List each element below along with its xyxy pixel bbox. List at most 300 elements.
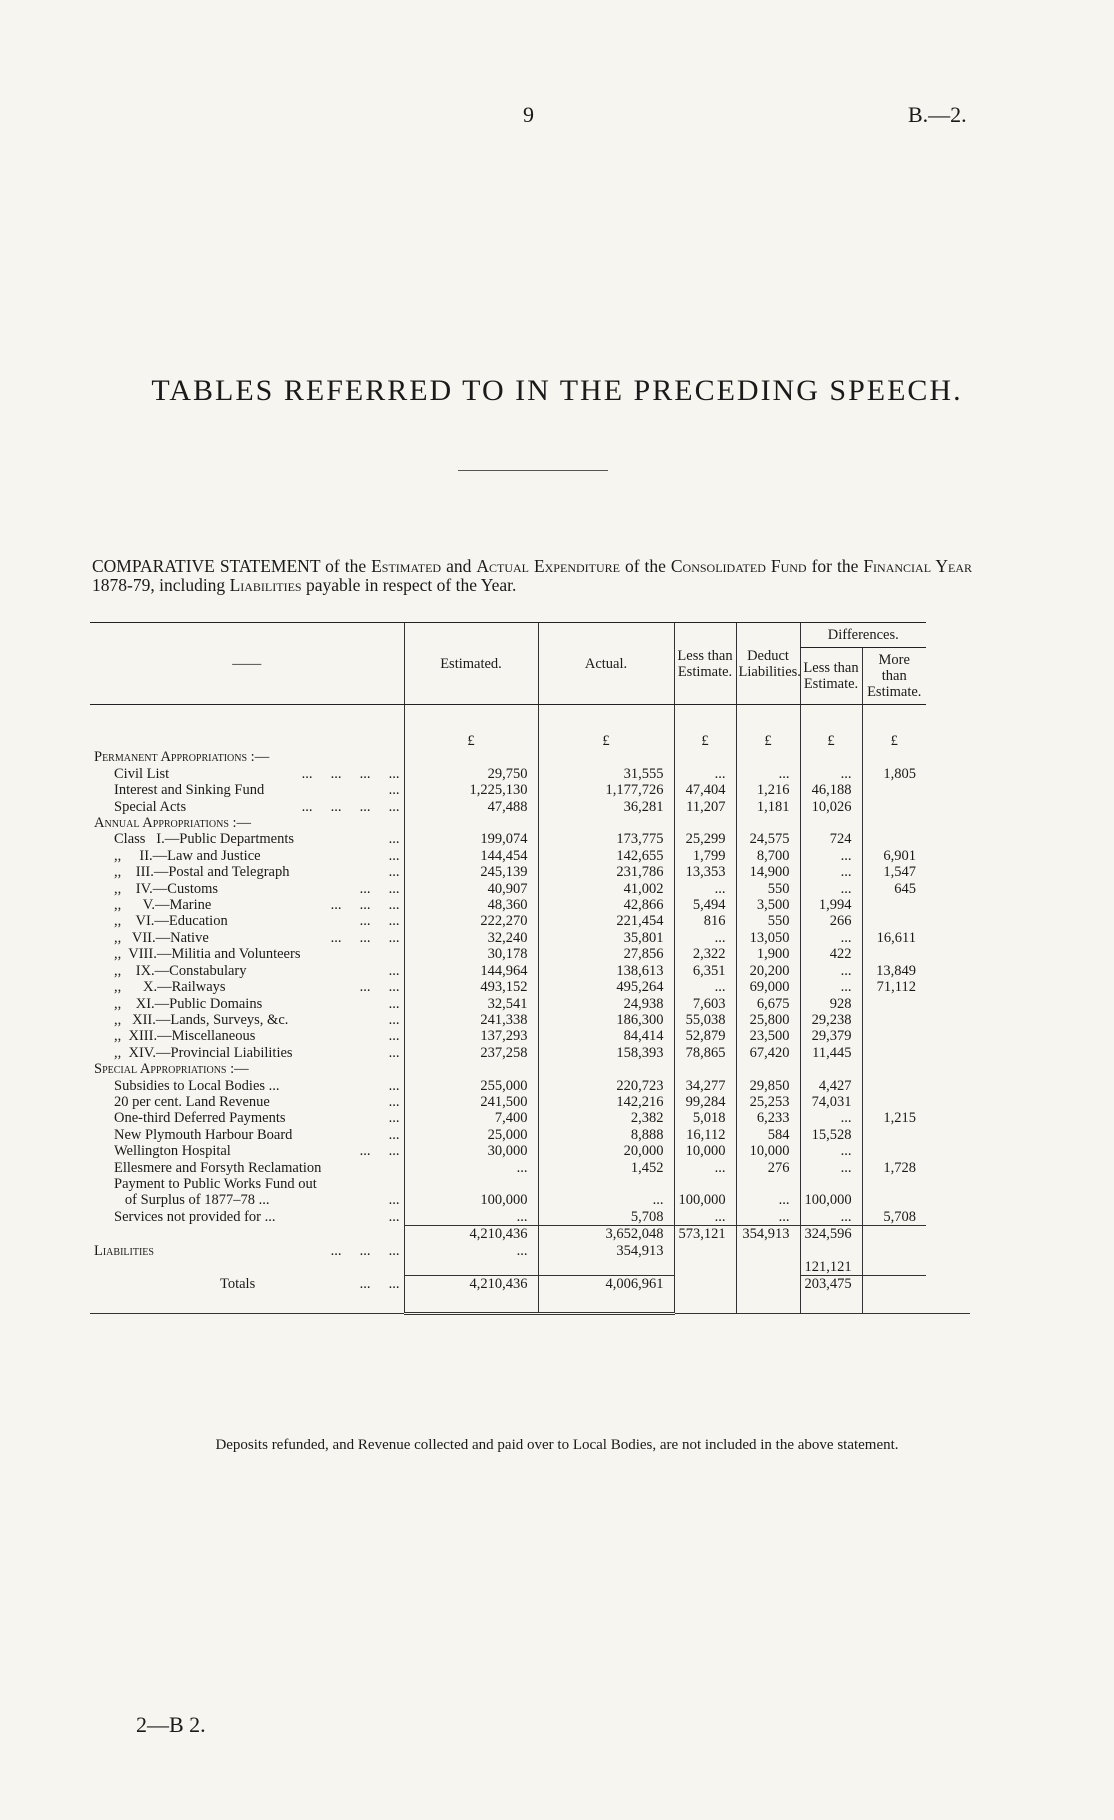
deduct-liabilities-value: 23,500 — [736, 1028, 800, 1044]
actual-value: 1,452 — [538, 1160, 674, 1176]
table-row — [90, 1094, 970, 1110]
row-label — [90, 1160, 404, 1176]
estimated-value: 137,293 — [404, 1028, 538, 1044]
row-label — [90, 1012, 404, 1028]
row-label-text: ,, V.—Marine — [114, 897, 212, 914]
row-label-text: New Plymouth Harbour Board — [114, 1126, 293, 1143]
deduct-liabilities-value: 13,050 — [736, 930, 800, 946]
row-label-text: ,, XII.—Lands, Surveys, &c. — [114, 1011, 289, 1028]
actual-value: 220,723 — [538, 1078, 674, 1094]
subtotal-deduct: 354,913 — [736, 1226, 800, 1243]
row-label — [90, 1176, 404, 1192]
actual-value: 24,938 — [538, 996, 674, 1012]
estimated-value: 245,139 — [404, 864, 538, 880]
deduct-liabilities-value: 584 — [736, 1127, 800, 1143]
row-label-text: of Surplus of 1877–78 ... — [114, 1192, 270, 1209]
diff-less-value: 928 — [800, 996, 862, 1012]
less-than-estimate-value — [674, 1176, 736, 1192]
totals-diff-less: 203,475 — [800, 1276, 862, 1293]
actual-value: 142,216 — [538, 1094, 674, 1110]
diff-less-value: 100,000 — [800, 1192, 862, 1208]
less-than-estimate-value: 1,799 — [674, 848, 736, 864]
header-spacer — [926, 623, 970, 705]
less-than-estimate-value: ... — [674, 1209, 736, 1226]
leader-dots: ... ... ... — [330, 929, 400, 946]
row-label — [90, 979, 404, 995]
header-less-than-estimate: Less than Estimate. — [674, 623, 736, 705]
leader-dots: ... — [388, 1044, 400, 1061]
diff-less-value: 29,238 — [800, 1012, 862, 1028]
diff-less-value: ... — [800, 963, 862, 979]
diff-more-value — [862, 799, 926, 815]
diff-more-value — [862, 946, 926, 962]
diff-more-value: 6,901 — [862, 848, 926, 864]
actual-value: ... — [538, 1192, 674, 1208]
deduct-liabilities-value: 1,216 — [736, 782, 800, 798]
actual-value: 36,281 — [538, 799, 674, 815]
row-label-text: ,, XI.—Public Domains — [114, 995, 263, 1012]
row-label-text: Interest and Sinking Fund — [114, 782, 265, 799]
liabilities-estimated: ... — [404, 1243, 538, 1276]
table-bottom-rule — [90, 1314, 970, 1320]
deduct-liabilities-value: ... — [736, 1209, 800, 1226]
estimated-value: 1,225,130 — [404, 782, 538, 798]
actual-value: 138,613 — [538, 963, 674, 979]
estimated-value: ... — [404, 1160, 538, 1176]
diff-more-value — [862, 1192, 926, 1208]
row-label — [90, 1143, 404, 1159]
header-estimated: Estimated. — [404, 623, 538, 705]
deduct-liabilities-value: 29,850 — [736, 1078, 800, 1094]
estimated-value: 199,074 — [404, 831, 538, 847]
less-than-estimate-value: 10,000 — [674, 1143, 736, 1159]
deduct-liabilities-value: 25,253 — [736, 1094, 800, 1110]
deduct-liabilities-value: 550 — [736, 913, 800, 929]
estimated-value: 25,000 — [404, 1127, 538, 1143]
estimated-value: 144,964 — [404, 963, 538, 979]
row-label-text: Ellesmere and Forsyth Reclamation — [114, 1159, 322, 1176]
row-label-text: ,, X.—Railways — [114, 979, 226, 996]
leader-dots: ... ... ... — [330, 1242, 400, 1259]
closing-rule-row — [90, 1292, 970, 1314]
subtotal-diff-less: 324,596 — [800, 1226, 862, 1243]
table-row — [90, 881, 970, 897]
liabilities-actual: 354,913 — [538, 1243, 674, 1276]
less-than-estimate-value: 47,404 — [674, 782, 736, 798]
table-row — [90, 930, 970, 946]
estimated-value: 40,907 — [404, 881, 538, 897]
leader-dots: ... ... — [359, 880, 400, 897]
row-label — [90, 1110, 404, 1126]
leader-dots: ... ... ... ... — [301, 765, 400, 782]
table-row — [90, 996, 970, 1012]
liabilities-diff-less: 121,121 — [800, 1243, 862, 1276]
deduct-liabilities-value — [736, 1176, 800, 1192]
row-label-text: Liabilities — [94, 1242, 154, 1259]
less-than-estimate-value: 11,207 — [674, 799, 736, 815]
table-header — [90, 623, 970, 705]
leader-dots: ... ... — [359, 913, 400, 930]
table-row — [90, 1045, 970, 1061]
diff-less-value: 11,445 — [800, 1045, 862, 1061]
less-than-estimate-value: ... — [674, 766, 736, 782]
leader-dots: ... — [388, 1028, 400, 1045]
diff-more-value: 5,708 — [862, 1209, 926, 1226]
diff-less-value: ... — [800, 930, 862, 946]
estimated-value: 48,360 — [404, 897, 538, 913]
estimated-value: 32,240 — [404, 930, 538, 946]
row-label — [90, 1127, 404, 1143]
diff-more-value: 1,728 — [862, 1160, 926, 1176]
actual-value: 5,708 — [538, 1209, 674, 1226]
diff-more-value — [862, 1127, 926, 1143]
currency-symbol: £ — [862, 733, 926, 749]
diff-more-value: 13,849 — [862, 963, 926, 979]
actual-value: 84,414 — [538, 1028, 674, 1044]
currency-symbol: £ — [404, 733, 538, 749]
table-row — [90, 782, 970, 798]
row-label — [90, 897, 404, 913]
row-label-text: Totals — [220, 1275, 256, 1292]
section-heading-row — [90, 749, 970, 765]
row-label-text: Class I.—Public Departments — [114, 831, 295, 848]
estimated-value: 222,270 — [404, 913, 538, 929]
leader-dots: ... — [388, 1011, 400, 1028]
leader-dots: ... — [388, 1208, 400, 1225]
table-row — [90, 1078, 970, 1094]
footnote: Deposits refunded, and Revenue collected and paid over to Local Bodies, are not included in the above statement. — [215, 1437, 899, 1453]
divider-rule — [458, 470, 608, 471]
diff-more-value — [862, 1176, 926, 1192]
actual-value: 42,866 — [538, 897, 674, 913]
diff-less-value: 1,994 — [800, 897, 862, 913]
actual-value: 8,888 — [538, 1127, 674, 1143]
row-label — [90, 864, 404, 880]
leader-dots: ... — [388, 1126, 400, 1143]
less-than-estimate-value: 34,277 — [674, 1078, 736, 1094]
actual-value: 20,000 — [538, 1143, 674, 1159]
table-row — [90, 848, 970, 864]
leader-dots: ... — [388, 995, 400, 1012]
diff-less-value: ... — [800, 1143, 862, 1159]
less-than-estimate-value: 78,865 — [674, 1045, 736, 1061]
diff-more-value — [862, 831, 926, 847]
actual-value: 31,555 — [538, 766, 674, 782]
deduct-liabilities-value: 25,800 — [736, 1012, 800, 1028]
less-than-estimate-value: 100,000 — [674, 1192, 736, 1208]
less-than-estimate-value: 5,018 — [674, 1110, 736, 1126]
header-deduct-liabilities: Deduct Liabilities. — [736, 623, 800, 705]
less-than-estimate-value: 16,112 — [674, 1127, 736, 1143]
table-row — [90, 913, 970, 929]
diff-more-value: 1,547 — [862, 864, 926, 880]
actual-value: 158,393 — [538, 1045, 674, 1061]
table-row — [90, 766, 970, 782]
deduct-liabilities-value: 6,233 — [736, 1110, 800, 1126]
deduct-liabilities-value: 550 — [736, 881, 800, 897]
diff-less-value: ... — [800, 979, 862, 995]
row-label — [90, 1045, 404, 1061]
table-row — [90, 864, 970, 880]
less-than-estimate-value: 7,603 — [674, 996, 736, 1012]
row-label-text: ,, VIII.—Militia and Volunteers — [114, 946, 301, 963]
signature-mark: 2—B 2. — [136, 1712, 206, 1737]
section-heading-row — [90, 1061, 970, 1077]
liabilities-row — [90, 1243, 970, 1276]
row-label — [90, 930, 404, 946]
diff-more-value — [862, 1094, 926, 1110]
row-label-text: ,, VI.—Education — [114, 913, 228, 930]
row-label — [90, 913, 404, 929]
header-actual: Actual. — [538, 623, 674, 705]
diff-more-value — [862, 1143, 926, 1159]
estimated-value: 493,152 — [404, 979, 538, 995]
row-label — [90, 1078, 404, 1094]
table-row — [90, 1160, 970, 1176]
subtotal-estimated: 4,210,436 — [404, 1226, 538, 1243]
diff-more-value — [862, 897, 926, 913]
diff-more-value: 71,112 — [862, 979, 926, 995]
estimated-value — [404, 1176, 538, 1192]
leader-dots: ... ... ... — [330, 897, 400, 914]
leader-dots: ... ... — [359, 1143, 400, 1160]
diff-less-value: ... — [800, 1209, 862, 1226]
estimated-value: 241,338 — [404, 1012, 538, 1028]
deduct-liabilities-value: ... — [736, 766, 800, 782]
row-label-text: Subsidies to Local Bodies ... — [114, 1077, 280, 1094]
deduct-liabilities-value: 10,000 — [736, 1143, 800, 1159]
header-diff-less: Less than Estimate. — [800, 648, 862, 705]
row-label-text: ,, VII.—Native — [114, 929, 209, 946]
leader-dots: ... — [388, 1110, 400, 1127]
row-label-text: ,, XIII.—Miscellaneous — [114, 1028, 256, 1045]
expenditure-table — [90, 622, 970, 1319]
deduct-liabilities-value: 69,000 — [736, 979, 800, 995]
estimated-value: 7,400 — [404, 1110, 538, 1126]
diff-less-value: 266 — [800, 913, 862, 929]
currency-symbol: £ — [736, 733, 800, 749]
table-caption: COMPARATIVE STATEMENT of the Estimated and Actual Expenditure of the Consolidated Fund for the Financial Year 1878-79, including Liabilities payable in respect of the Year. — [92, 556, 973, 595]
table-row — [90, 1127, 970, 1143]
row-label — [90, 996, 404, 1012]
row-label — [90, 881, 404, 897]
section-heading: Annual Appropriations :— — [94, 815, 252, 832]
deduct-liabilities-value: 24,575 — [736, 831, 800, 847]
table-row — [90, 1110, 970, 1126]
estimated-value: 144,454 — [404, 848, 538, 864]
diff-less-value: 724 — [800, 831, 862, 847]
page-title: TABLES REFERRED TO IN THE PRECEDING SPEECH. — [151, 374, 963, 407]
totals-row — [90, 1276, 970, 1293]
leader-dots: ... ... — [359, 1275, 400, 1292]
table-row — [90, 1143, 970, 1159]
diff-less-value: ... — [800, 766, 862, 782]
row-label-text: Payment to Public Works Fund out — [114, 1175, 317, 1192]
actual-value: 27,856 — [538, 946, 674, 962]
deduct-liabilities-value: 3,500 — [736, 897, 800, 913]
leader-dots: ... — [388, 864, 400, 881]
diff-less-value: 46,188 — [800, 782, 862, 798]
estimated-value: 241,500 — [404, 1094, 538, 1110]
row-label-text: ,, IX.—Constabulary — [114, 962, 247, 979]
deduct-liabilities-value: 1,900 — [736, 946, 800, 962]
row-label — [90, 766, 404, 782]
deduct-liabilities-value: 1,181 — [736, 799, 800, 815]
row-label — [90, 799, 404, 815]
estimated-value: 255,000 — [404, 1078, 538, 1094]
row-label — [90, 1028, 404, 1044]
header-blank: —— — [90, 623, 404, 705]
diff-less-value: ... — [800, 864, 862, 880]
expenditure-table-wrapper — [90, 622, 970, 1319]
diff-more-value — [862, 1078, 926, 1094]
deduct-liabilities-value: 67,420 — [736, 1045, 800, 1061]
section-heading-row — [90, 815, 970, 831]
estimated-value: 30,178 — [404, 946, 538, 962]
diff-more-value — [862, 996, 926, 1012]
table-row — [90, 1209, 970, 1226]
deduct-liabilities-value: ... — [736, 1192, 800, 1208]
actual-value: 2,382 — [538, 1110, 674, 1126]
diff-less-value: ... — [800, 881, 862, 897]
row-label-text: Special Acts — [114, 798, 187, 815]
currency-symbol: £ — [538, 733, 674, 749]
section-heading: Special Appropriations :— — [94, 1061, 249, 1078]
diff-more-value: 16,611 — [862, 930, 926, 946]
estimated-value: 237,258 — [404, 1045, 538, 1061]
row-label-text: ,, II.—Law and Justice — [114, 847, 261, 864]
table-row — [90, 1012, 970, 1028]
subtotal-actual: 3,652,048 — [538, 1226, 674, 1243]
currency-row — [90, 733, 970, 749]
less-than-estimate-value: ... — [674, 1160, 736, 1176]
document-reference: B.—2. — [908, 102, 967, 127]
less-than-estimate-value: 13,353 — [674, 864, 736, 880]
diff-more-value: 645 — [862, 881, 926, 897]
diff-less-value — [800, 1176, 862, 1192]
row-label-text: Services not provided for ... — [114, 1208, 276, 1225]
deduct-liabilities-value: 6,675 — [736, 996, 800, 1012]
diff-less-value: 10,026 — [800, 799, 862, 815]
leader-dots: ... — [388, 1192, 400, 1209]
actual-value: 221,454 — [538, 913, 674, 929]
diff-more-value — [862, 782, 926, 798]
actual-value: 231,786 — [538, 864, 674, 880]
section-heading: Permanent Appropriations :— — [94, 749, 270, 766]
diff-less-value: 74,031 — [800, 1094, 862, 1110]
less-than-estimate-value: 55,038 — [674, 1012, 736, 1028]
actual-value: 173,775 — [538, 831, 674, 847]
diff-less-value: ... — [800, 848, 862, 864]
table-row — [90, 946, 970, 962]
totals-actual: 4,006,961 — [538, 1276, 674, 1293]
estimated-value: ... — [404, 1209, 538, 1226]
actual-value: 142,655 — [538, 848, 674, 864]
diff-less-value: 15,528 — [800, 1127, 862, 1143]
row-label — [90, 1094, 404, 1110]
row-label — [90, 1243, 404, 1276]
currency-symbol: £ — [800, 733, 862, 749]
row-label — [90, 831, 404, 847]
leader-dots: ... — [388, 962, 400, 979]
header-diff-more: More than Estimate. — [862, 648, 926, 705]
leader-dots: ... — [388, 782, 400, 799]
leader-dots: ... ... ... ... — [301, 798, 400, 815]
table-row — [90, 897, 970, 913]
diff-less-value: 422 — [800, 946, 862, 962]
actual-value: 186,300 — [538, 1012, 674, 1028]
table-row — [90, 979, 970, 995]
diff-less-value: ... — [800, 1160, 862, 1176]
less-than-estimate-value: 816 — [674, 913, 736, 929]
less-than-estimate-value: 5,494 — [674, 897, 736, 913]
table-row — [90, 799, 970, 815]
row-label-text: ,, III.—Postal and Telegraph — [114, 864, 290, 881]
leader-dots: ... — [388, 831, 400, 848]
leader-dots: ... — [388, 1093, 400, 1110]
diff-more-value — [862, 1028, 926, 1044]
deduct-liabilities-value: 8,700 — [736, 848, 800, 864]
subtotal-less: 573,121 — [674, 1226, 736, 1243]
deduct-liabilities-value: 14,900 — [736, 864, 800, 880]
diff-more-value — [862, 1045, 926, 1061]
row-label-text: Wellington Hospital — [114, 1143, 231, 1160]
subtotal-row — [90, 1226, 970, 1243]
estimated-value: 100,000 — [404, 1192, 538, 1208]
diff-more-value: 1,805 — [862, 766, 926, 782]
actual-value: 495,264 — [538, 979, 674, 995]
leader-dots: ... ... — [359, 979, 400, 996]
diff-less-value: ... — [800, 1110, 862, 1126]
less-than-estimate-value: ... — [674, 930, 736, 946]
less-than-estimate-value: 25,299 — [674, 831, 736, 847]
estimated-value: 32,541 — [404, 996, 538, 1012]
row-label — [90, 1192, 404, 1208]
diff-less-value: 4,427 — [800, 1078, 862, 1094]
row-label-text: 20 per cent. Land Revenue — [114, 1093, 270, 1110]
row-label — [90, 946, 404, 962]
diff-more-value — [862, 1012, 926, 1028]
row-label-text: Civil List — [114, 765, 170, 782]
estimated-value: 47,488 — [404, 799, 538, 815]
actual-value: 1,177,726 — [538, 782, 674, 798]
table-row — [90, 1192, 970, 1208]
page-number: 9 — [523, 102, 534, 127]
deduct-liabilities-value: 276 — [736, 1160, 800, 1176]
table-body — [90, 705, 970, 1320]
table-row — [90, 1028, 970, 1044]
deduct-liabilities-value: 20,200 — [736, 963, 800, 979]
row-label — [90, 1209, 404, 1226]
header-differences: Differences. — [800, 623, 926, 648]
estimated-value: 30,000 — [404, 1143, 538, 1159]
estimated-value: 29,750 — [404, 766, 538, 782]
row-label — [90, 1276, 404, 1293]
leader-dots: ... — [388, 1077, 400, 1094]
totals-estimated: 4,210,436 — [404, 1276, 538, 1293]
table-row — [90, 1176, 970, 1192]
table-row — [90, 831, 970, 847]
less-than-estimate-value: 6,351 — [674, 963, 736, 979]
row-label-text: One-third Deferred Payments — [114, 1110, 286, 1127]
diff-less-value: 29,379 — [800, 1028, 862, 1044]
less-than-estimate-value: ... — [674, 979, 736, 995]
actual-value: 35,801 — [538, 930, 674, 946]
row-label — [90, 848, 404, 864]
diff-more-value: 1,215 — [862, 1110, 926, 1126]
leader-dots: ... — [388, 847, 400, 864]
actual-value: 41,002 — [538, 881, 674, 897]
